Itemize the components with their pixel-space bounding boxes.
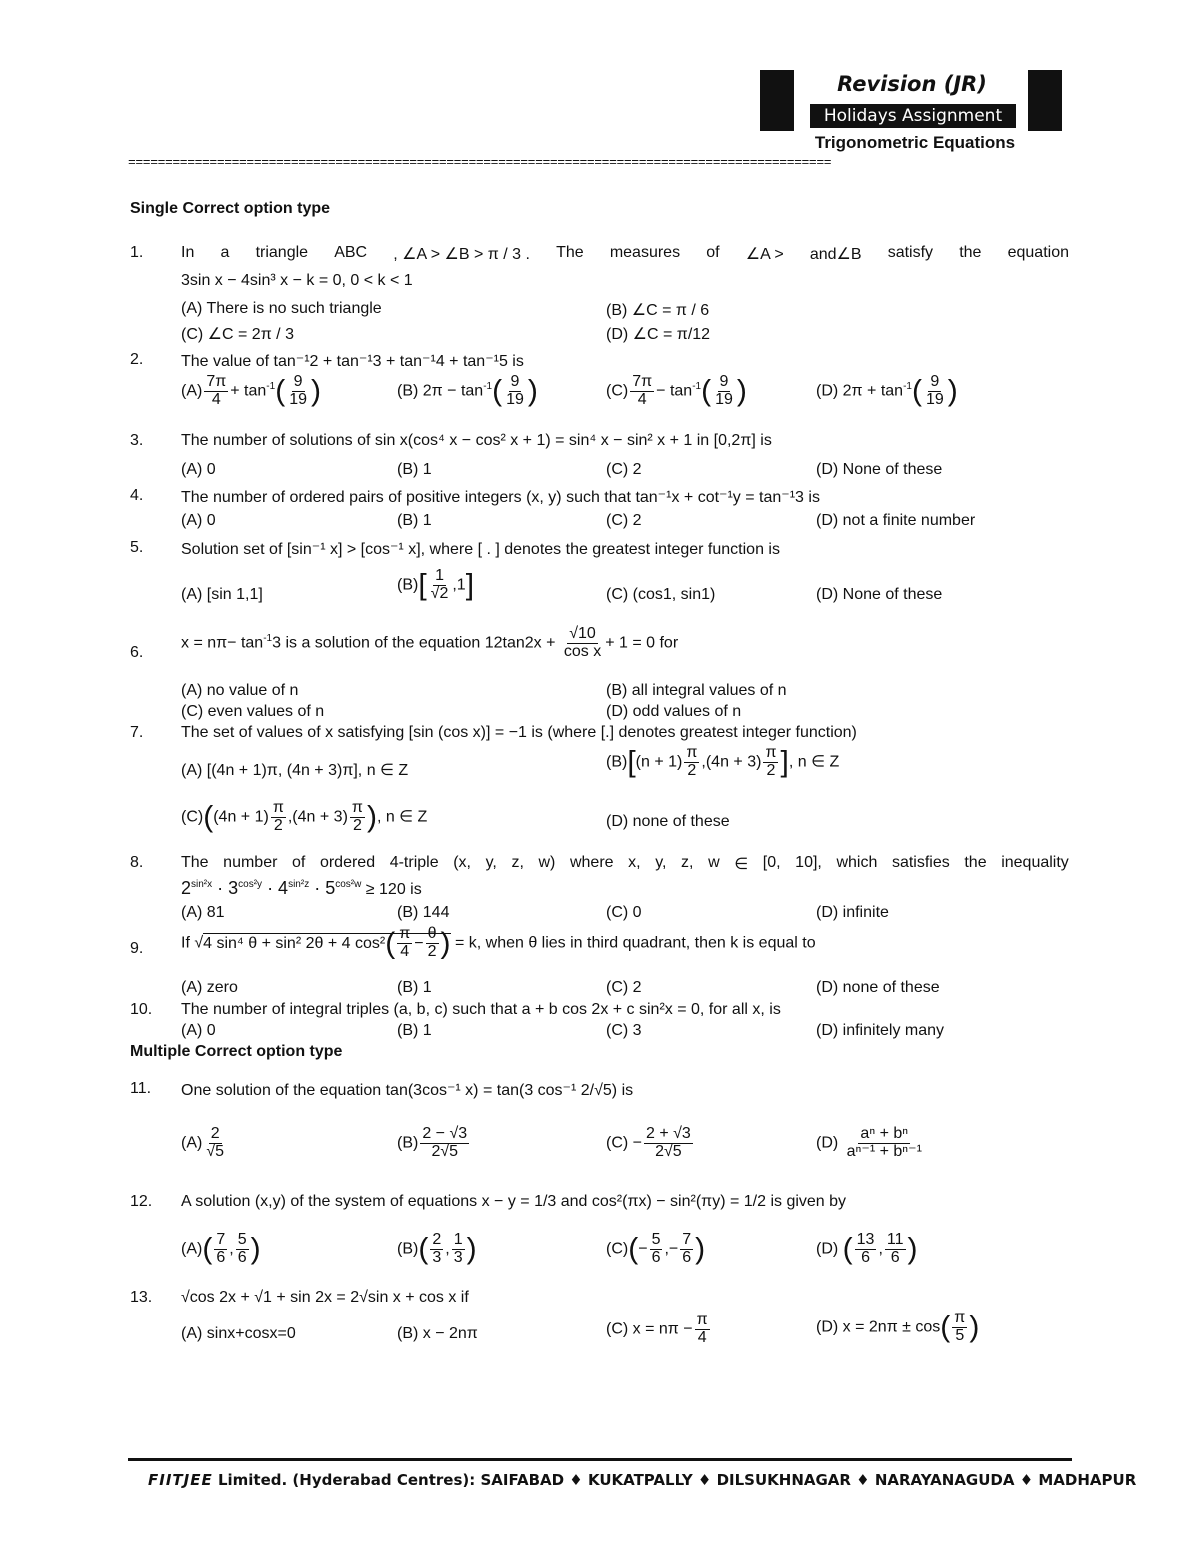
option-d[interactable]: (D) odd values of n <box>606 703 742 720</box>
footer-rule <box>128 1458 1072 1461</box>
option-b[interactable]: (B)( $\frac{2}{3}$ , $\frac{1}{3}$ ) <box>397 1231 477 1266</box>
option-a[interactable]: (A) [(4n + 1)π, (4n + 3)π], n ∈ Z <box>181 762 409 779</box>
option-c[interactable]: (C) 3 <box>606 1022 642 1039</box>
option-a[interactable]: (A) 81 <box>181 904 225 921</box>
header-left-block <box>760 70 794 131</box>
option-d[interactable]: (D) ∠C = π/12 <box>606 326 711 343</box>
question-8-inequality: $2^{sin^2x} \cdot 3^{cos^2y} \cdot 4^{sin^2z} \cdot 5^{cos^2w} \ge 120$ is <box>181 878 422 898</box>
option-b[interactable]: (B) $2\pi - \tan^{-1}$( $\frac{9}{19}$ ) <box>397 373 538 408</box>
option-b[interactable]: (B) x − 2nπ <box>397 1325 478 1342</box>
option-c[interactable]: (C) even values of n <box>181 703 325 720</box>
option-b[interactable]: (B) 144 <box>397 904 450 921</box>
option-d[interactable]: (D) infinitely many <box>816 1022 945 1039</box>
question-1-equation: 3sin x − 4sin³ x − k = 0, 0 < k < 1 <box>181 272 413 289</box>
question-9-text: If √4 sin⁴ θ + sin² 2θ + 4 cos²( $\frac{\pi}{4}$ − $\frac{\theta}{2}$ ) = k, when θ lies in third quadrant, then k is equal to <box>181 925 816 960</box>
header-topic: Trigonometric Equations <box>814 133 1016 152</box>
option-c[interactable]: (C) 2 <box>606 461 642 478</box>
question-number: 7. <box>130 724 144 741</box>
header-subtitle: Holidays Assignment <box>810 104 1016 128</box>
footer-brand: FIITJEE <box>148 1471 213 1489</box>
option-d[interactable]: (D) not a finite number <box>816 512 976 529</box>
question-number: 4. <box>130 487 144 504</box>
option-a[interactable]: (A) no value of n <box>181 682 299 699</box>
header-rule: =============================================================================================== <box>128 155 832 170</box>
option-c[interactable]: (C) 2 <box>606 512 642 529</box>
question-4-text: The number of ordered pairs of positive integers (x, y) such that tan⁻¹x + cot⁻¹y = tan⁻¹3 is <box>181 489 820 506</box>
option-b[interactable]: (B) 1 <box>397 512 432 529</box>
question-8-text: The number of ordered 4-triple (x, y, z, w) where x, y, z, w ∈ [0, 10], which satisfies the inequality <box>181 854 1069 873</box>
option-a[interactable]: (A) $\frac{7\pi}{4}$ + $\tan^{-1}$( $\frac{9}{19}$ ) <box>181 373 321 408</box>
option-a[interactable]: (A) 0 <box>181 1022 216 1039</box>
option-a[interactable]: (A) $\frac{2}{√5}$ <box>181 1125 225 1160</box>
question-number: 12. <box>130 1193 153 1210</box>
question-12-text: A solution (x,y) of the system of equations x − y = 1/3 and cos²(πx) − sin²(πy) = 1/2 is given by <box>181 1193 847 1210</box>
option-a[interactable]: (A) sinx+cosx=0 <box>181 1325 296 1342</box>
question-number: 1. <box>130 244 144 261</box>
option-d[interactable]: (D) x = 2nπ ± cos( $\frac{\pi}{5}$ ) <box>816 1309 980 1344</box>
option-d[interactable]: (D) $2\pi + \tan^{-1}$( $\frac{9}{19}$ ) <box>816 373 958 408</box>
question-13-text: √cos 2x + √1 + sin 2x = 2√sin x + cos x if <box>181 1289 469 1306</box>
header-title: Revision (JR) <box>837 72 987 96</box>
option-c[interactable]: (C) $\frac{7\pi}{4}$ − $\tan^{-1}$( $\frac{9}{19}$ ) <box>606 373 747 408</box>
option-c[interactable]: (C) x = nπ − $\frac{\pi}{4}$ <box>606 1311 708 1346</box>
question-number: 10. <box>130 1001 153 1018</box>
option-c[interactable]: (C) 2 <box>606 979 642 996</box>
option-a[interactable]: (A) [sin 1,1] <box>181 586 263 603</box>
footer-text: Limited. (Hyderabad Centres): SAIFABAD ♦ KUKATPALLY ♦ DILSUKHNAGAR ♦ NARAYANAGUDA ♦ MADHAPUR <box>212 1471 1137 1489</box>
option-a[interactable]: (A) There is no such triangle <box>181 300 382 317</box>
question-number: 6. <box>130 644 144 661</box>
question-number: 3. <box>130 432 144 449</box>
option-c[interactable]: (C)(− $\frac{5}{6}$ ,− $\frac{7}{6}$ ) <box>606 1231 706 1266</box>
option-b[interactable]: (B)[(n + 1) $\frac{\pi}{2}$ ,(4n + 3) $\frac{\pi}{2}$ ], n ∈ Z <box>606 744 840 779</box>
section-multiple-correct: Multiple Correct option type <box>130 1043 343 1060</box>
option-b[interactable]: (B) 1 <box>397 1022 432 1039</box>
option-d[interactable]: (D) ( $\frac{13}{6}$ , $\frac{11}{6}$ ) <box>816 1231 918 1266</box>
option-b[interactable]: (B) 1 <box>397 461 432 478</box>
question-1-text: In a triangle ABC , ∠A > ∠B > π / 3 . The measures of ∠A > and∠B satisfy the equation <box>181 244 1069 263</box>
question-number: 9. <box>130 940 144 957</box>
option-d[interactable]: (D) none of these <box>606 813 730 830</box>
option-d[interactable]: (D) infinite <box>816 904 889 921</box>
option-b[interactable]: (B) $\frac{2 - √3}{2√5}$ <box>397 1125 468 1160</box>
question-6-text: $x = n\pi- \tan^{-1}3$ is a solution of the equation 12tan2x + $\frac{√10}{\text{cos x}}$ + 1 = 0 for <box>181 625 679 660</box>
question-2-text: The value of tan⁻¹2 + tan⁻¹3 + tan⁻¹4 + tan⁻¹5 is <box>181 353 524 370</box>
option-b[interactable]: (B)[ $\frac{1}{√2}$ ,1] <box>397 567 475 602</box>
option-b[interactable]: (B) ∠C = π / 6 <box>606 302 710 319</box>
option-c[interactable]: (C) − $\frac{2 + √3}{2√5}$ <box>606 1125 691 1160</box>
question-number: 11. <box>130 1080 152 1097</box>
option-c[interactable]: (C)((4n + 1) $\frac{\pi}{2}$ ,(4n + 3) $\frac{\pi}{2}$ ), n ∈ Z <box>181 799 428 834</box>
option-d[interactable]: (D) $\frac{\text{aⁿ + bⁿ}}{\text{aⁿ⁻¹ + bⁿ⁻¹}}$ <box>816 1125 922 1160</box>
option-a[interactable]: (A)( $\frac{7}{6}$ , $\frac{5}{6}$ ) <box>181 1231 261 1266</box>
question-number: 2. <box>130 351 144 368</box>
question-10-text: The number of integral triples (a, b, c) such that a + b cos 2x + c sin²x = 0, for all x, is <box>181 1001 781 1018</box>
option-a[interactable]: (A) zero <box>181 979 238 996</box>
question-5-text: Solution set of [sin⁻¹ x] > [cos⁻¹ x], where [ . ] denotes the greatest integer function is <box>181 541 780 558</box>
option-b[interactable]: (B) 1 <box>397 979 432 996</box>
option-b[interactable]: (B) all integral values of n <box>606 682 787 699</box>
question-11-text: One solution of the equation tan(3cos⁻¹ x) = tan(3 cos⁻¹ 2/√5) is <box>181 1082 634 1099</box>
question-number: 8. <box>130 854 144 871</box>
option-c[interactable]: (C) (cos1, sin1) <box>606 586 716 603</box>
footer <box>148 1471 1137 1489</box>
question-number: 13. <box>130 1289 153 1306</box>
option-c[interactable]: (C) ∠C = 2π / 3 <box>181 326 294 343</box>
question-number: 5. <box>130 539 144 556</box>
option-d[interactable]: (D) None of these <box>816 586 943 603</box>
option-d[interactable]: (D) none of these <box>816 979 940 996</box>
header-right-block <box>1028 70 1062 131</box>
option-a[interactable]: (A) 0 <box>181 512 216 529</box>
section-single-correct: Single Correct option type <box>130 200 331 217</box>
question-3-text: The number of solutions of sin x(cos⁴ x − cos² x + 1) = sin⁴ x − sin² x + 1 in [0,2π] is <box>181 432 772 449</box>
option-a[interactable]: (A) 0 <box>181 461 216 478</box>
option-c[interactable]: (C) 0 <box>606 904 642 921</box>
option-d[interactable]: (D) None of these <box>816 461 943 478</box>
question-7-text: The set of values of x satisfying [sin (cos x)] = −1 is (where [.] denotes greatest integer function) <box>181 724 857 741</box>
